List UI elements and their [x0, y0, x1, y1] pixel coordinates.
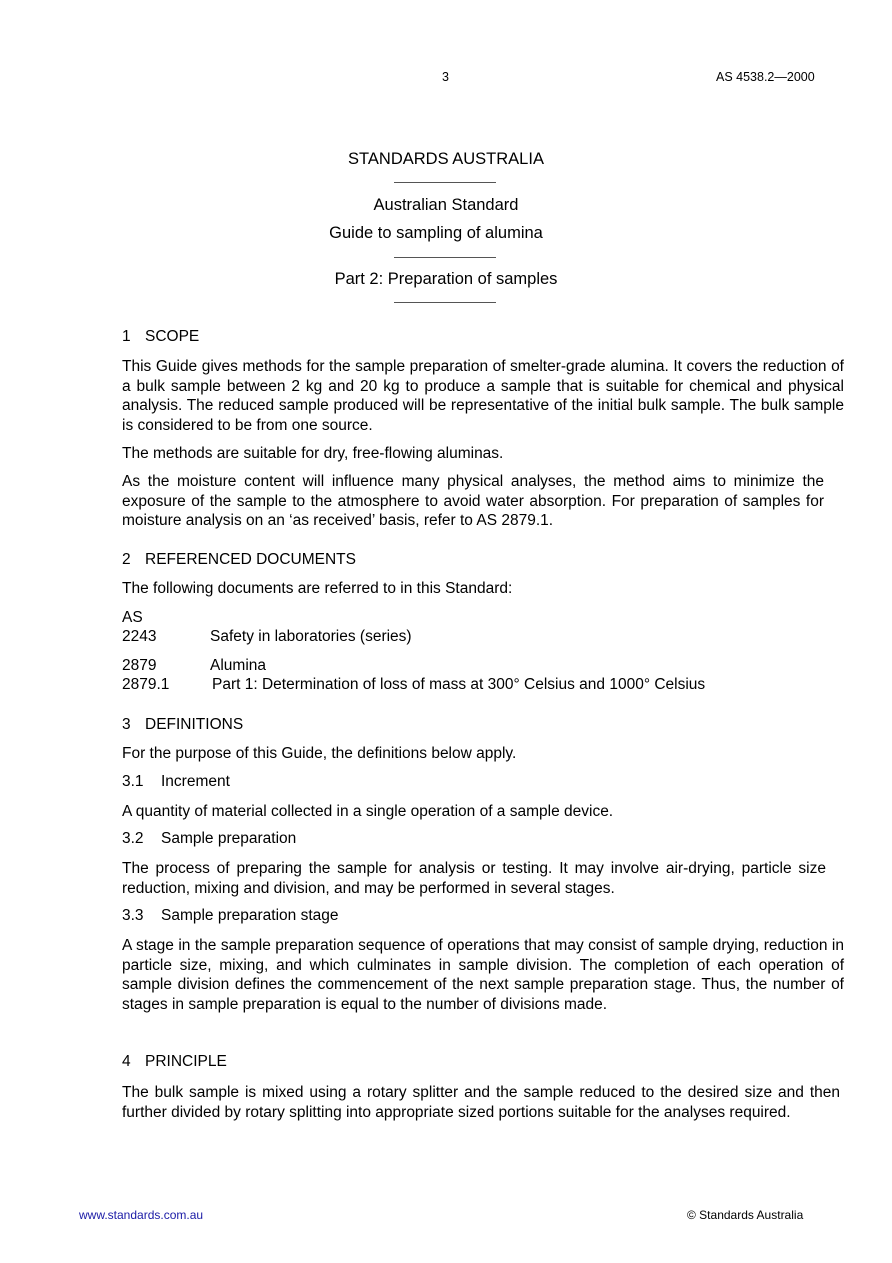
section-heading-scope	[122, 328, 199, 346]
document-title: Guide to sampling of alumina	[329, 224, 543, 242]
section-heading-principle	[122, 1053, 227, 1071]
scope-paragraph-2: The methods are suitable for dry, free-flowing aluminas.	[122, 445, 504, 462]
website-link[interactable]: www.standards.com.au	[79, 1208, 204, 1222]
reference-code: 2879	[122, 657, 157, 674]
reference-prefix: AS	[122, 609, 143, 626]
definition-text: The process of preparing the sample for analysis or testing. It may involve air-drying, particle size reduction, mixing and division, and may be performed in several stages.	[122, 860, 826, 897]
reference-title: Part 1: Determination of loss of mass at 300° Celsius and 1000° Celsius	[212, 676, 706, 693]
section-heading-text: REFERENCED DOCUMENTS	[145, 551, 356, 568]
scope-paragraph-3: As the moisture content will influence many physical analyses, the method aims to minimize the exposure of the sample to the atmosphere to avoid water absorption. For preparation of samples for moisture analysis on an ‘as received’ basis, refer to AS 2879.1.	[122, 473, 824, 530]
reference-code: 2243	[122, 628, 157, 645]
section-number: 3	[122, 716, 131, 733]
section-heading-referenced-documents	[122, 551, 356, 569]
section-heading-text: PRINCIPLE	[145, 1053, 227, 1070]
part-title: Part 2: Preparation of samples	[334, 270, 558, 288]
section-heading-text: DEFINITIONS	[145, 716, 244, 733]
referenced-intro: The following documents are referred to in this Standard:	[122, 580, 513, 597]
title-divider	[394, 182, 496, 183]
reference-title: Alumina	[210, 657, 266, 674]
section-heading-text: SCOPE	[145, 328, 200, 345]
reference-title: Safety in laboratories (series)	[210, 628, 412, 645]
reference-item	[122, 657, 266, 675]
reference-item	[122, 676, 705, 694]
definition-term	[122, 830, 296, 848]
definition-number: 3.1	[122, 773, 144, 790]
reference-item	[122, 628, 412, 646]
title-divider	[394, 302, 496, 303]
title-divider	[394, 257, 496, 258]
reference-code: 2879.1	[122, 676, 170, 693]
section-number: 4	[122, 1053, 131, 1070]
copyright-notice: © Standards Australia	[687, 1208, 804, 1222]
section-number: 2	[122, 551, 131, 568]
section-heading-definitions	[122, 716, 243, 734]
definition-text: A stage in the sample preparation sequence of operations that may consist of sample drying, reduction in particle size, mixing, and which culminates in sample division. The completion of each operation of sample division defines the commencement of the next sample preparation stage. Thus, the number of stages in sample preparation is equal to the number of divisions made.	[122, 937, 844, 1013]
definition-text: A quantity of material collected in a single operation of a sample device.	[122, 803, 614, 820]
standard-type: Australian Standard	[373, 196, 519, 214]
definition-term	[122, 907, 339, 925]
definition-number: 3.3	[122, 907, 144, 924]
definition-number: 3.2	[122, 830, 144, 847]
principle-paragraph: The bulk sample is mixed using a rotary splitter and the sample reduced to the desired size and then further divided by rotary splitting into appropriate sized portions suitable for the analyses required.	[122, 1084, 840, 1121]
definition-term-text: Sample preparation	[161, 830, 297, 847]
definition-term-text: Increment	[161, 773, 230, 790]
scope-paragraph-1: This Guide gives methods for the sample preparation of smelter-grade alumina. It covers the reduction of a bulk sample between 2 kg and 20 kg to produce a sample that is suitable for chemical and physical analysis. The reduced sample produced will be representative of the initial bulk sample. The bulk sample is considered to be from one source.	[122, 358, 844, 434]
definition-term-text: Sample preparation stage	[161, 907, 339, 924]
organization-name: STANDARDS AUSTRALIA	[348, 150, 544, 168]
document-id: AS 4538.2—2000	[716, 70, 815, 84]
page-number: 3	[442, 70, 449, 84]
definition-term	[122, 773, 230, 791]
definitions-intro: For the purpose of this Guide, the definitions below apply.	[122, 745, 517, 762]
section-number: 1	[122, 328, 131, 345]
